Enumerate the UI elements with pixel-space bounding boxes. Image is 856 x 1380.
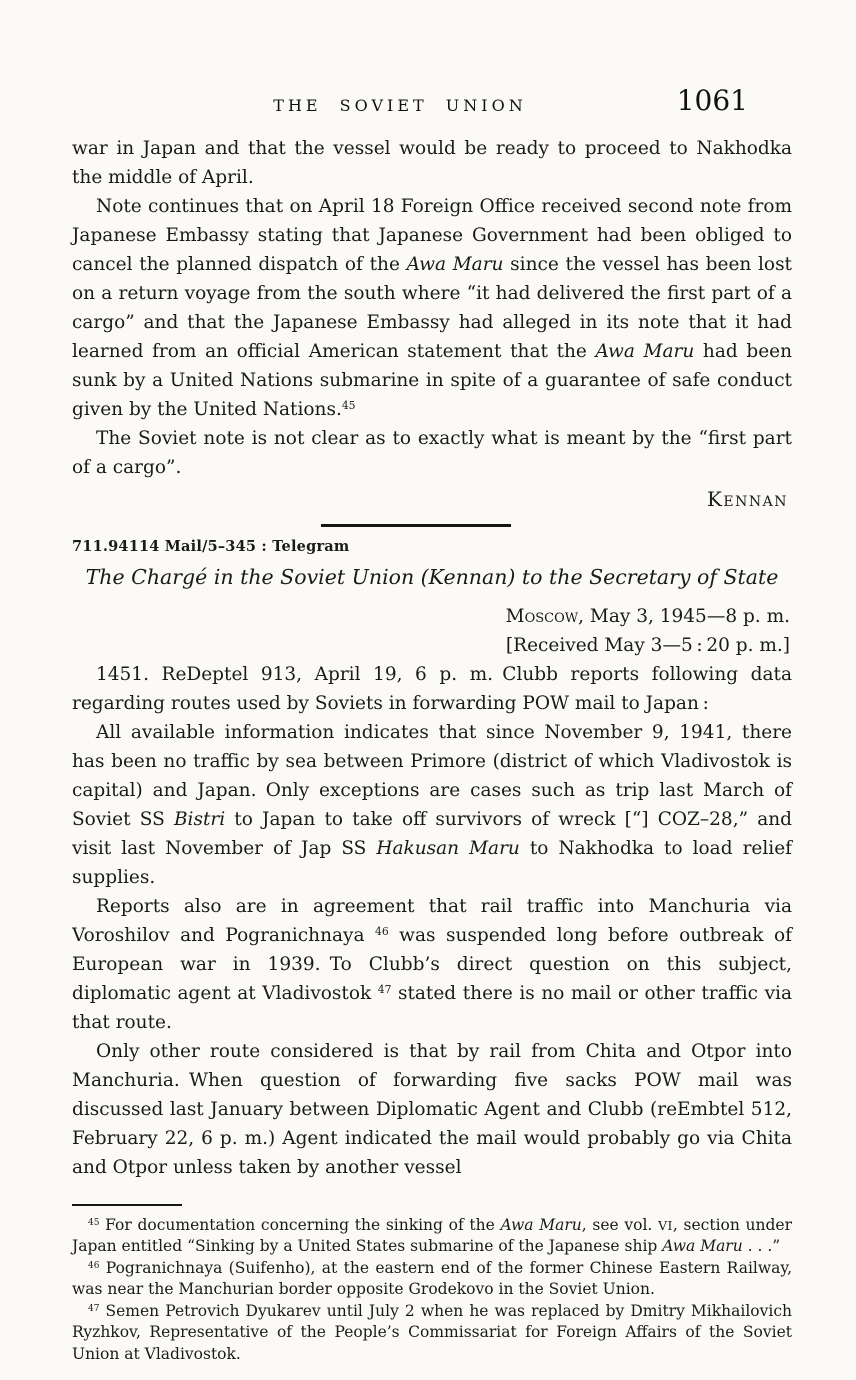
paragraph-rail-traffic: Reports also are in agreement that rail traffic into Manchuria via Voroshilov and Pogranichnaya $^{46}$ was suspended long before outbreak of European war in 1939. To Clubb’s direct question on this subject, diplomatic agent at Vladivostok $^{47}$ stated there is no mail or other traffic via that route. <box>72 895 793 1033</box>
section-divider-rule <box>321 524 511 527</box>
telegram-document <box>72 537 792 1182</box>
footnote-45: $^{45}$ For documentation concerning the sinking of the Awa Maru, see vol. VI, section under Japan entitled “Sinking by a United States submarine of the Japanese ship Awa Maru . . .” <box>72 1215 793 1255</box>
running-header <box>72 84 792 122</box>
signature-kennan: Kennan <box>706 487 788 511</box>
paragraph-1451: 1451. ReDeptel 913, April 19, 6 p. m. Clubb reports following data regarding routes used by Soviets in forwarding POW mail to Japan : <box>72 663 792 714</box>
dateline: Moscow, May 3, 1945—8 p. m. <box>505 605 790 627</box>
previous-document-continuation <box>72 134 792 512</box>
running-head-title: THE SOVIET UNION <box>273 96 527 115</box>
paragraph-note-continues: Note continues that on April 18 Foreign Office received second note from Japanese Embassy stating that Japanese Government had been obliged to cancel the planned dispatch of the Awa Maru since the vessel has been lost on a return voyage from the south where “it had delivered the first part of a cargo” and that the Japanese Embassy had alleged in its note that it had learned from an official American statement that the Awa Maru had been sunk by a United Nations submarine in spite of a guarantee of safe conduct given by the United Nations.$^{45}$ <box>72 196 793 420</box>
received-line: [Received May 3—5 : 20 p. m.] <box>505 634 790 656</box>
paragraph-continuation: war in Japan and that the vessel would be ready to proceed to Nakhodka the middle of April. <box>72 138 792 188</box>
document-heading: The Chargé in the Soviet Union (Kennan) to the Secretary of State <box>85 564 779 589</box>
paragraph-soviet-note: The Soviet note is not clear as to exactly what is meant by the “first part of a cargo”. <box>72 428 792 478</box>
footnote-47: $^{47}$ Semen Petrovich Dyukarev until July 2 when he was replaced by Dmitry Mikhailovich Ryzhkov, Representative of the People’s Commissariat for Foreign Affairs of the Soviet Union at Vladivostok. <box>72 1301 792 1363</box>
footnotes-block <box>72 1215 792 1366</box>
paragraph-chita-otpor: Only other route considered is that by rail from Chita and Otpor into Manchuria. When question of forwarding five sacks POW mail was discussed last January between Diplomatic Agent and Clubb (reEmbtel 512, February 22, 6 p. m.) Agent indicated the mail would probably go via Chita and Otpor unless taken by another vessel <box>72 1040 792 1178</box>
footnote-rule <box>72 1204 182 1206</box>
footnote-46: $^{46}$ Pogranichnaya (Suifenho), at the eastern end of the former Chinese Eastern Railway, was near the Manchurian border opposite Grodekovo in the Soviet Union. <box>72 1258 792 1298</box>
archive-citation: 711.94114 Mail/5–345 : Telegram <box>72 537 350 555</box>
paragraph-sea-traffic: All available information indicates that since November 9, 1941, there has been no traffic by sea between Primore (district of which Vladivostok is capital) and Japan. Only exceptions are cases such as trip last March of Soviet SS Bistri to Japan to take off survivors of wreck [“] COZ–28,” and visit last November of Jap SS Hakusan Maru to Nakhodka to load relief supplies. <box>72 721 792 888</box>
page-number: 1061 <box>676 84 748 117</box>
text-column <box>72 134 792 1365</box>
